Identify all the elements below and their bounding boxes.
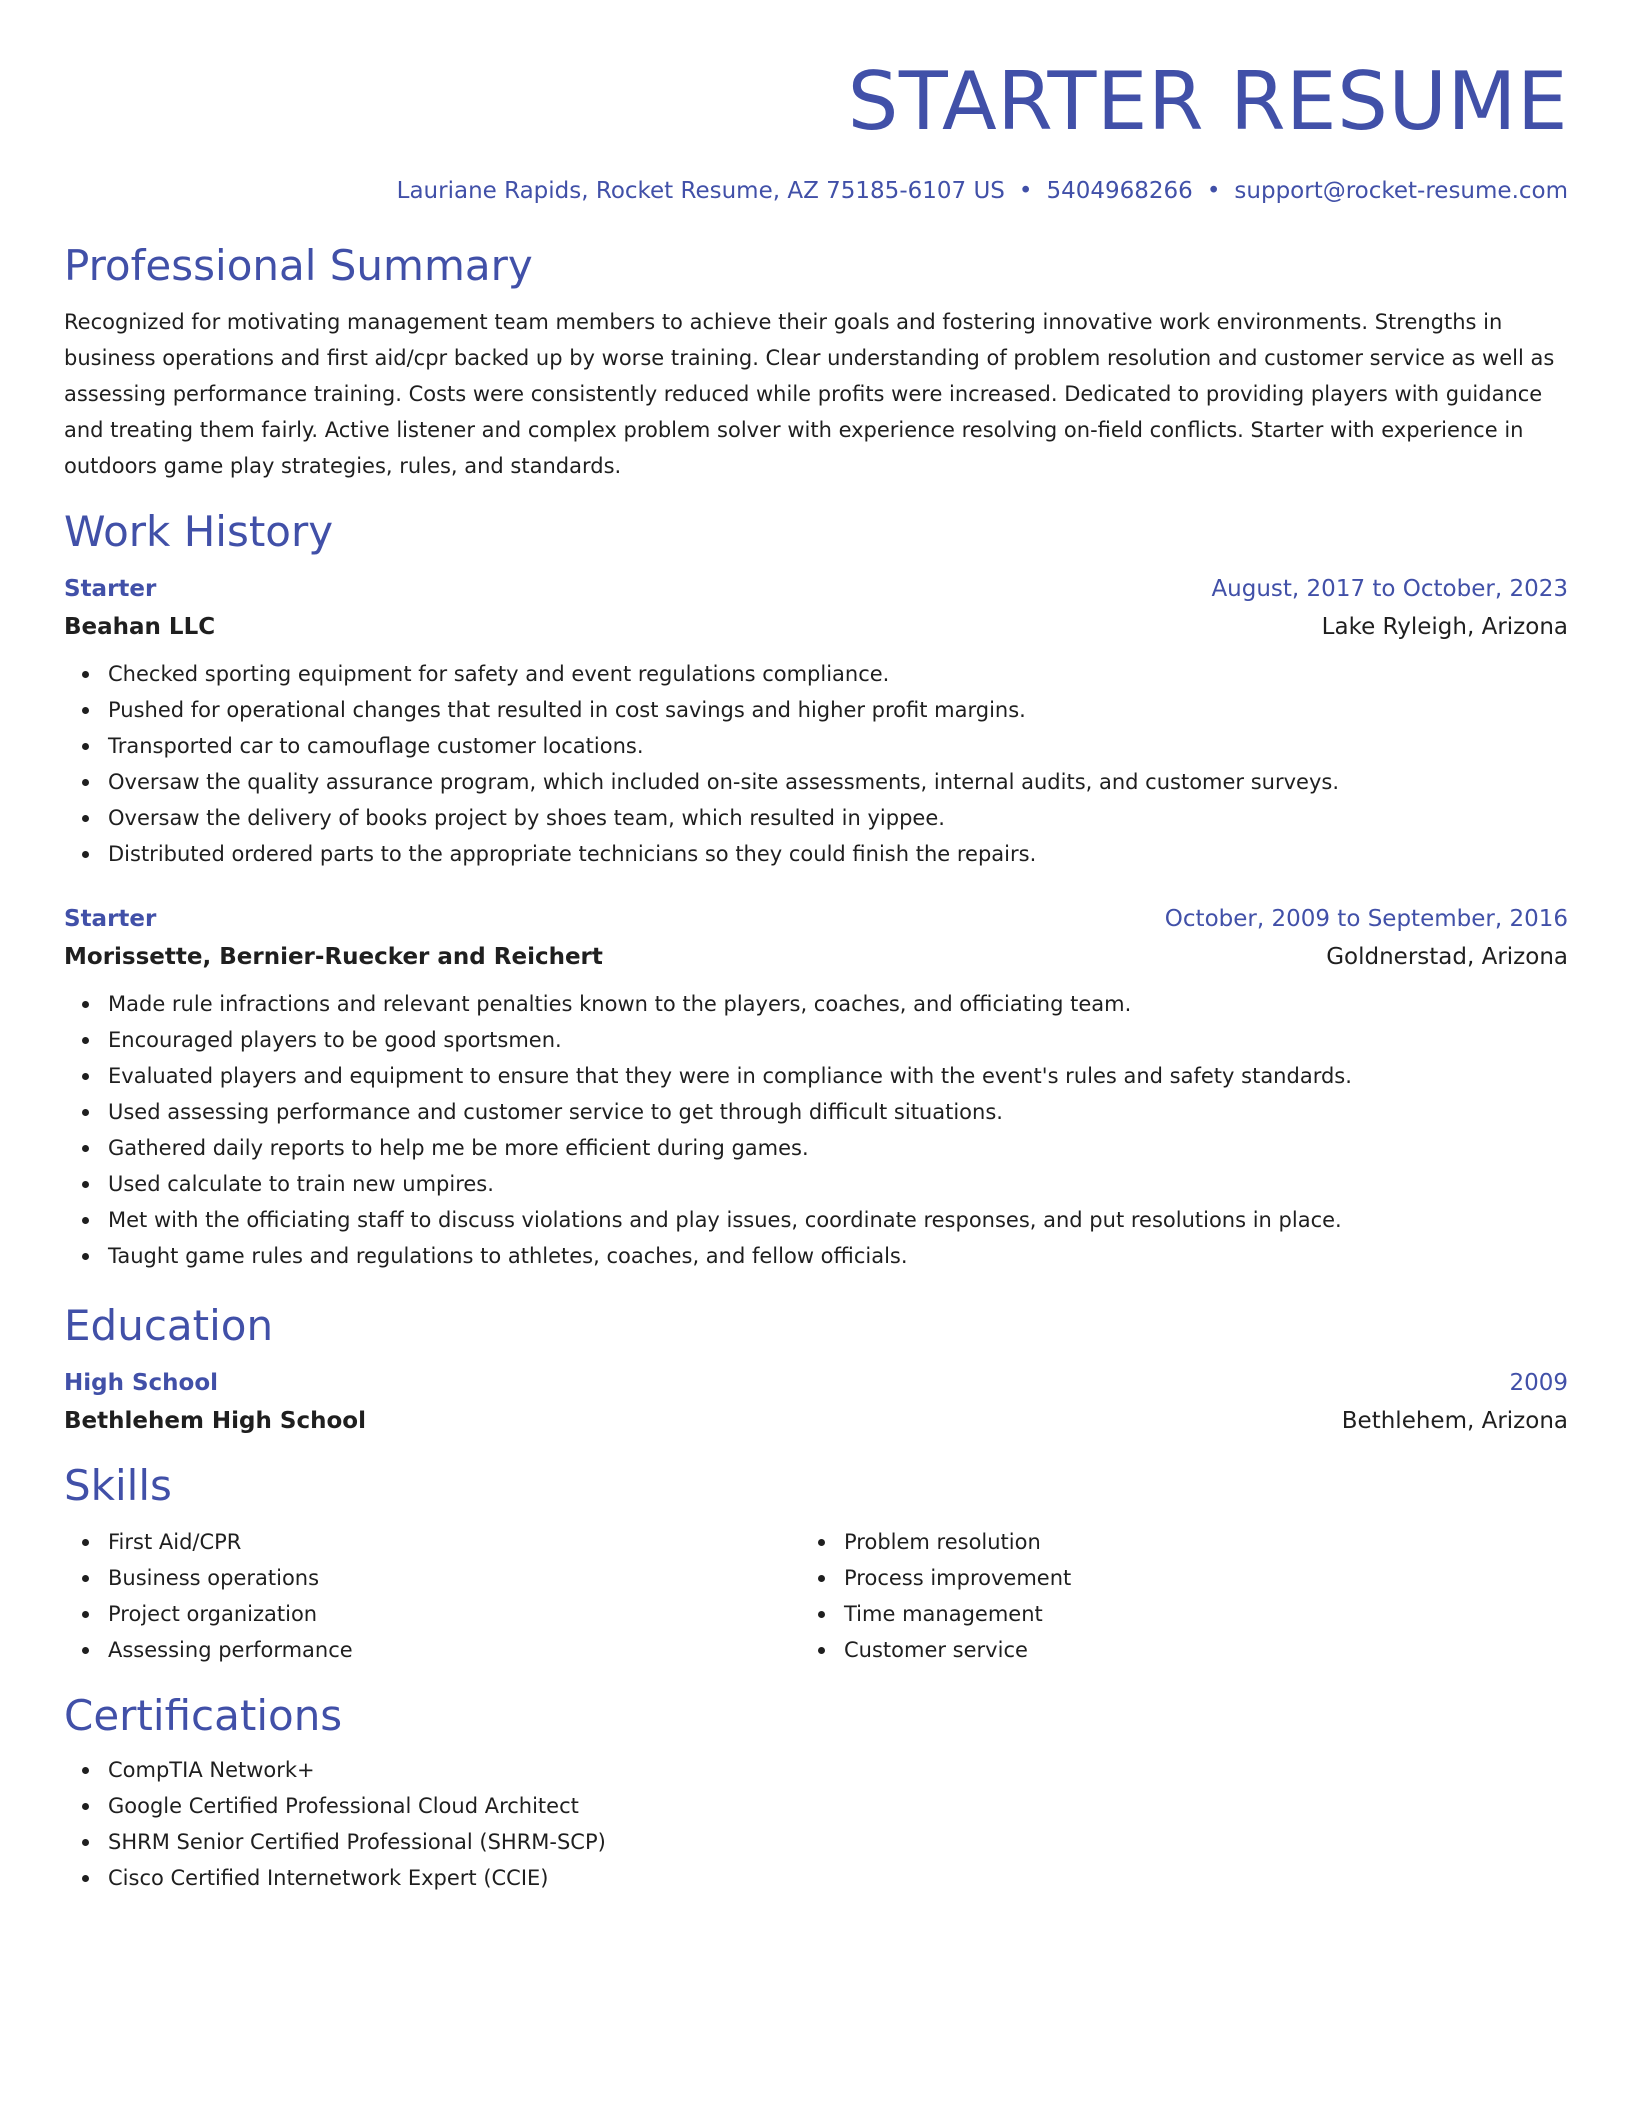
email-text: support@rocket-resume.com [1234, 178, 1568, 204]
list-item: Checked sporting equipment for safety and event regulations compliance. [108, 656, 1568, 692]
skill-item: Project organization [108, 1596, 800, 1632]
list-item: Used calculate to train new umpires. [108, 1166, 1568, 1202]
skill-item: Assessing performance [108, 1632, 800, 1668]
job-location: Goldnerstad, Arizona [1326, 944, 1568, 970]
certification-item: CompTIA Network+ [108, 1752, 1568, 1788]
list-item: Distributed ordered parts to the appropriate technicians so they could finish the repairs. [108, 836, 1568, 872]
contact-line [64, 176, 1568, 206]
skills-list [64, 1514, 1568, 1668]
candidate-name: STARTER RESUME [847, 55, 1568, 148]
job-dates: October, 2009 to September, 2016 [1164, 906, 1568, 932]
skill-item: Customer service [844, 1632, 1536, 1668]
skill-item: Process improvement [844, 1560, 1536, 1596]
list-item: Met with the officiating staff to discuss violations and play issues, coordinate responses, and put resolutions in place. [108, 1202, 1568, 1238]
list-item: Oversaw the delivery of books project by shoes team, which resulted in yippee. [108, 800, 1568, 836]
section-title-work-history: Work History [64, 507, 334, 556]
company-name: Beahan LLC [64, 614, 216, 640]
job-bullets [64, 656, 1568, 872]
list-item: Oversaw the quality assurance program, which included on-site assessments, internal audits, and customer surveys. [108, 764, 1568, 800]
certification-item: SHRM Senior Certified Professional (SHRM-SCP) [108, 1824, 1568, 1860]
job-location: Lake Ryleigh, Arizona [1321, 614, 1568, 640]
school-name: Bethlehem High School [64, 1408, 366, 1434]
certification-item: Google Certified Professional Cloud Architect [108, 1788, 1568, 1824]
phone-text: 5404968266 [1046, 178, 1193, 204]
skills-column-right [800, 1524, 1536, 1668]
degree-name: High School [64, 1370, 219, 1396]
job-entry [64, 900, 1568, 1274]
job-entry [64, 570, 1568, 872]
section-title-summary: Professional Summary [64, 241, 533, 290]
section-title-certifications: Certifications [64, 1691, 343, 1740]
resume-header [64, 56, 1568, 206]
skill-item: Problem resolution [844, 1524, 1536, 1560]
skill-item: First Aid/CPR [108, 1524, 800, 1560]
list-item: Encouraged players to be good sportsmen. [108, 1022, 1568, 1058]
job-dates: August, 2017 to October, 2023 [1211, 576, 1568, 602]
contact-separator: • [1018, 178, 1033, 204]
list-item: Made rule infractions and relevant penalties known to the players, coaches, and officiating team. [108, 986, 1568, 1022]
education-entry [64, 1364, 1568, 1440]
company-name: Morissette, Bernier-Ruecker and Reichert [64, 944, 603, 970]
section-title-education: Education [64, 1301, 274, 1350]
summary-text: Recognized for motivating management team members to achieve their goals and fostering innovative work environments. Strengths in business operations and first aid/cpr backed up by worse training. Clear understanding of problem resolution and customer service as well as assessing performance training. Costs were consistently reduced while profits were increased. Dedicated to providing players with guidance and treating them fairly. Active listener and complex problem solver with experience resolving on-field conflicts. Starter with experience in outdoors game play strategies, rules, and standards. [64, 310, 1555, 478]
certifications-list [64, 1752, 1568, 1896]
skills-column-left [64, 1524, 800, 1668]
certification-item: Cisco Certified Internetwork Expert (CCIE) [108, 1860, 1568, 1896]
job-title: Starter [64, 576, 157, 602]
address-text: Lauriane Rapids, Rocket Resume, AZ 75185-6107 US [396, 178, 1005, 204]
graduation-year: 2009 [1509, 1370, 1568, 1396]
list-item: Evaluated players and equipment to ensure that they were in compliance with the event's rules and safety standards. [108, 1058, 1568, 1094]
skill-item: Time management [844, 1596, 1536, 1632]
list-item: Taught game rules and regulations to athletes, coaches, and fellow officials. [108, 1238, 1568, 1274]
list-item: Used assessing performance and customer service to get through difficult situations. [108, 1094, 1568, 1130]
list-item: Gathered daily reports to help me be more efficient during games. [108, 1130, 1568, 1166]
list-item: Transported car to camouflage customer locations. [108, 728, 1568, 764]
school-location: Bethlehem, Arizona [1341, 1408, 1568, 1434]
section-title-skills: Skills [64, 1461, 172, 1510]
job-bullets [64, 986, 1568, 1274]
list-item: Pushed for operational changes that resulted in cost savings and higher profit margins. [108, 692, 1568, 728]
job-title: Starter [64, 906, 157, 932]
contact-separator: • [1206, 178, 1221, 204]
skill-item: Business operations [108, 1560, 800, 1596]
